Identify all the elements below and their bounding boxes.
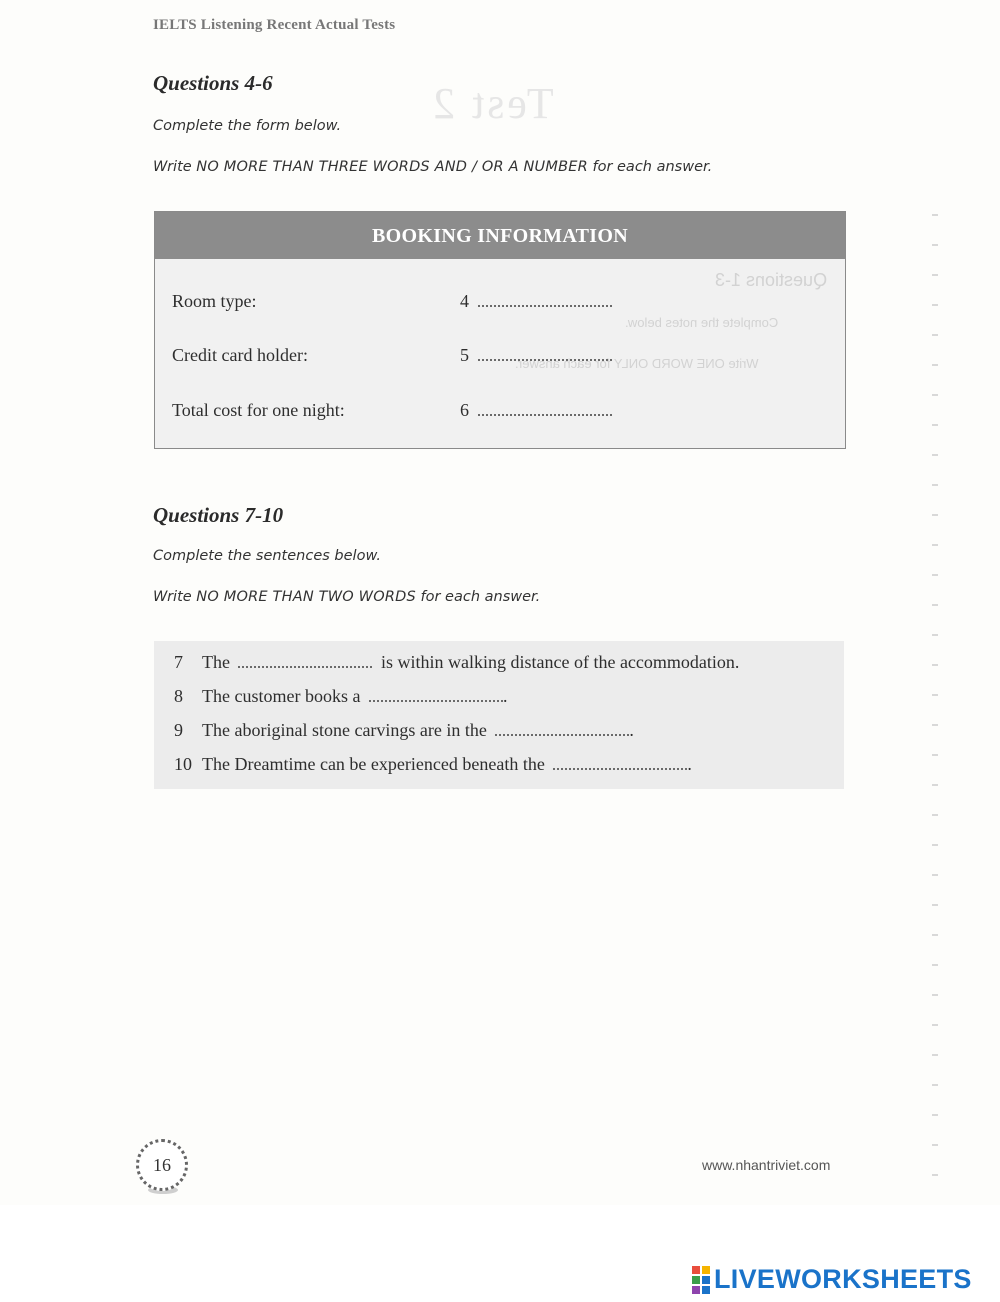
sentence-before: The Dreamtime can be experienced beneath the [202, 754, 545, 774]
sentence-10 [174, 754, 692, 775]
sentence-number: 8 [174, 686, 183, 706]
liveworksheets-logo [692, 1264, 972, 1295]
sentence-after: . [687, 754, 692, 774]
sentence-number: 10 [174, 754, 192, 774]
rule-suffix: for each answer. [592, 159, 713, 175]
questions-4-6-rule [153, 159, 712, 175]
sentence-number: 7 [174, 652, 183, 672]
form-label-room-type: Room type: [172, 291, 257, 311]
sentence-9 [174, 720, 634, 741]
rule-bold: NO MORE THAN THREE WORDS AND / OR A NUMBER [196, 159, 588, 175]
sentence-number: 9 [174, 720, 183, 740]
questions-7-10-rule [153, 589, 540, 605]
form-label-credit-card-holder: Credit card holder: [172, 345, 308, 365]
sentence-before: The [202, 652, 230, 672]
sentence-after: . [629, 720, 634, 740]
answer-blank-7[interactable] [238, 656, 372, 668]
bleed-through-rule: Write ONE WORD ONLY for each answer. [515, 356, 759, 371]
answer-number: 4 [460, 291, 469, 311]
answer-blank-9[interactable] [495, 724, 629, 736]
publisher-website: www.nhantriviet.com [702, 1157, 831, 1173]
sentence-before: The customer books a [202, 686, 361, 706]
rule-suffix: for each answer. [420, 589, 541, 605]
answer-blank-5[interactable] [478, 349, 612, 361]
questions-4-6-heading: Questions 4-6 [153, 71, 273, 95]
liveworksheets-brand-name: LIVEWORKSHEETS [714, 1264, 972, 1294]
sentence-7 [174, 652, 739, 673]
questions-7-10-heading: Questions 7-10 [153, 503, 284, 527]
form-answer-6 [460, 400, 612, 421]
liveworksheets-logo-icon [692, 1266, 710, 1294]
sentence-after: . [502, 686, 508, 706]
answer-blank-4[interactable] [478, 295, 612, 307]
booking-form-title: BOOKING INFORMATION [155, 212, 845, 259]
binding-edge [932, 200, 938, 1200]
sentence-before: The aboriginal stone carvings are in the [202, 720, 487, 740]
form-label-total-cost: Total cost for one night: [172, 400, 345, 420]
running-head: IELTS Listening Recent Actual Tests [153, 17, 396, 33]
answer-blank-6[interactable] [478, 404, 612, 416]
booking-form [154, 211, 846, 449]
bleed-through-instruction: Complete the notes below. [625, 315, 779, 330]
questions-7-10-instruction: Complete the sentences below. [153, 548, 381, 564]
sentence-after: is within walking distance of the accommodation. [380, 652, 740, 672]
form-answer-5 [460, 345, 612, 366]
form-answer-4 [460, 291, 612, 312]
bleed-through-heading: Questions 1-3 [715, 270, 828, 290]
ghost-title-bleed-through: Test 2 [430, 79, 554, 128]
rule-bold: NO MORE THAN TWO WORDS [196, 589, 416, 605]
rule-prefix: Write [153, 589, 192, 605]
rule-prefix: Write [153, 159, 192, 175]
answer-blank-10[interactable] [553, 758, 687, 770]
questions-4-6-instruction: Complete the form below. [153, 118, 342, 134]
page-number-badge: 16 [136, 1139, 188, 1191]
answer-number: 5 [460, 345, 469, 365]
answer-blank-8[interactable] [369, 690, 503, 702]
answer-number: 6 [460, 400, 469, 420]
sentence-completion-box [154, 641, 844, 789]
sentence-8 [174, 686, 507, 707]
